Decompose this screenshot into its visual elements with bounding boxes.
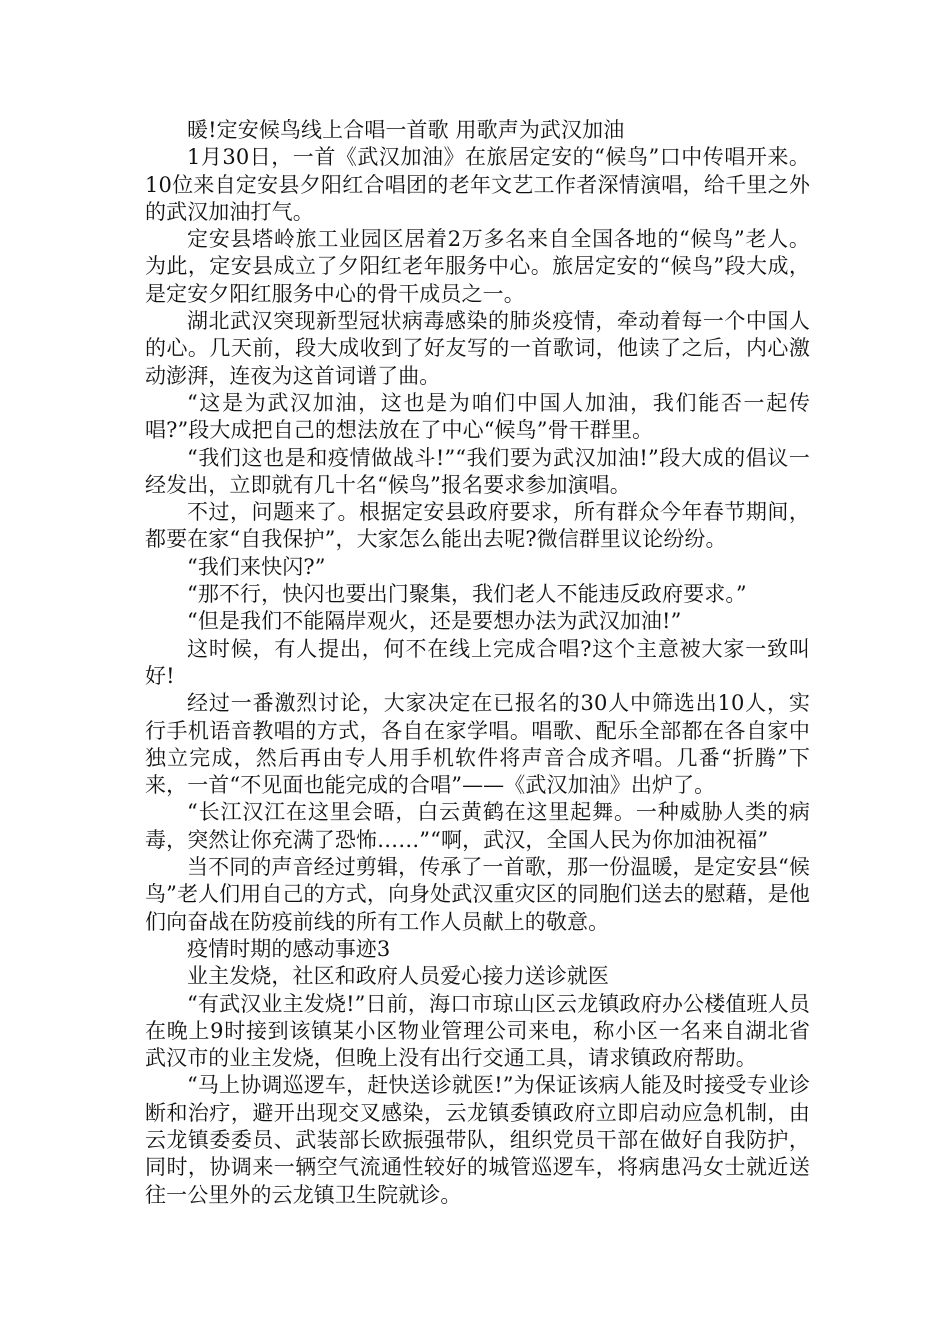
paragraph: 不过，问题来了。根据定安县政府要求，所有群众今年春节期间，都要在家“自我保护”，大家怎么能出去呢?微信群里议论纷纷。 <box>145 500 810 552</box>
paragraph: “有武汉业主发烧!”日前，海口市琼山区云龙镇政府办公楼值班人员在晚上9时接到该镇某小区物业管理公司来电，称小区一名来自湖北省武汉市的业主发烧，但晚上没有出行交通工具，请求镇政府帮助。 <box>145 991 810 1071</box>
paragraph: “我们来快闪?” <box>187 554 326 579</box>
paragraph: “这是为武汉加油，这也是为咱们中国人加油，我们能否一起传唱?”段大成把自己的想法放在了中心“候鸟”骨干群里。 <box>145 390 810 443</box>
document-body <box>145 117 810 1209</box>
paragraph: 这时候，有人提出，何不在线上完成合唱?这个主意被大家一致叫好! <box>145 636 810 688</box>
paragraph: “长江汉江在这里会晤，白云黄鹤在这里起舞。一种威胁人类的病毒，突然让你充满了恐怖……”“啊，武汉，全国人民为你加油祝福” <box>145 800 810 852</box>
section-subtitle: 业主发烧，社区和政府人员爱心接力送诊就医 <box>187 964 609 989</box>
paragraph: 当不同的声音经过剪辑，传承了一首歌，那一份温暖，是定安县“候鸟”老人们用自己的方式，向身处武汉重灾区的同胞们送去的慰藉，是他们向奋战在防疫前线的所有工作人员献上的敬意。 <box>145 855 810 934</box>
paragraph: “我们这也是和疫情做战斗!”“我们要为武汉加油!”段大成的倡议一经发出，立即就有几十名“候鸟”报名要求参加演唱。 <box>145 445 810 497</box>
paragraph: 湖北武汉突现新型冠状病毒感染的肺炎疫情，牵动着每一个中国人的心。几天前，段大成收到了好友写的一首歌词，他读了之后，内心激动澎湃，连夜为这首词谱了曲。 <box>145 309 810 388</box>
paragraph: 定安县塔岭旅工业园区居着2万多名来自全国各地的“候鸟”老人。为此，定安县成立了夕阳红老年服务中心。旅居定安的“候鸟”段大成，是定安夕阳红服务中心的骨干成员之一。 <box>145 227 810 306</box>
paragraph: “马上协调巡逻车，赶快送诊就医!”为保证该病人能及时接受专业诊断和治疗，避开出现交叉感染，云龙镇委镇政府立即启动应急机制，由云龙镇委委员、武装部长欧振强带队，组织党员干部在做好自我防护，同时，协调来一辆空气流通性较好的城管巡逻车，将病患冯女士就近送往一公里外的云龙镇卫生院就诊。 <box>145 1073 810 1207</box>
section-heading: 疫情时期的感动事迹3 <box>187 936 391 961</box>
article-title: 暖!定安候鸟线上合唱一首歌 用歌声为武汉加油 <box>187 118 625 142</box>
paragraph: 经过一番激烈讨论，大家决定在已报名的30人中筛选出10人，实行手机语音教唱的方式，各自在家学唱。唱歌、配乐全部都在各自家中独立完成，然后再由专人用手机软件将声音合成齐唱。几番“折腾”下来，一首“不见面也能完成的合唱”——《武汉加油》出炉了。 <box>145 691 810 798</box>
paragraph: 1月30日，一首《武汉加油》在旅居定安的“候鸟”口中传唱开来。10位来自定安县夕阳红合唱团的老年文艺工作者深情演唱，给千里之外的武汉加油打气。 <box>145 145 810 224</box>
paragraph: “但是我们不能隔岸观火，还是要想办法为武汉加油!” <box>187 609 682 634</box>
paragraph: “那不行，快闪也要出门聚集，我们老人不能违反政府要求。” <box>187 582 747 607</box>
